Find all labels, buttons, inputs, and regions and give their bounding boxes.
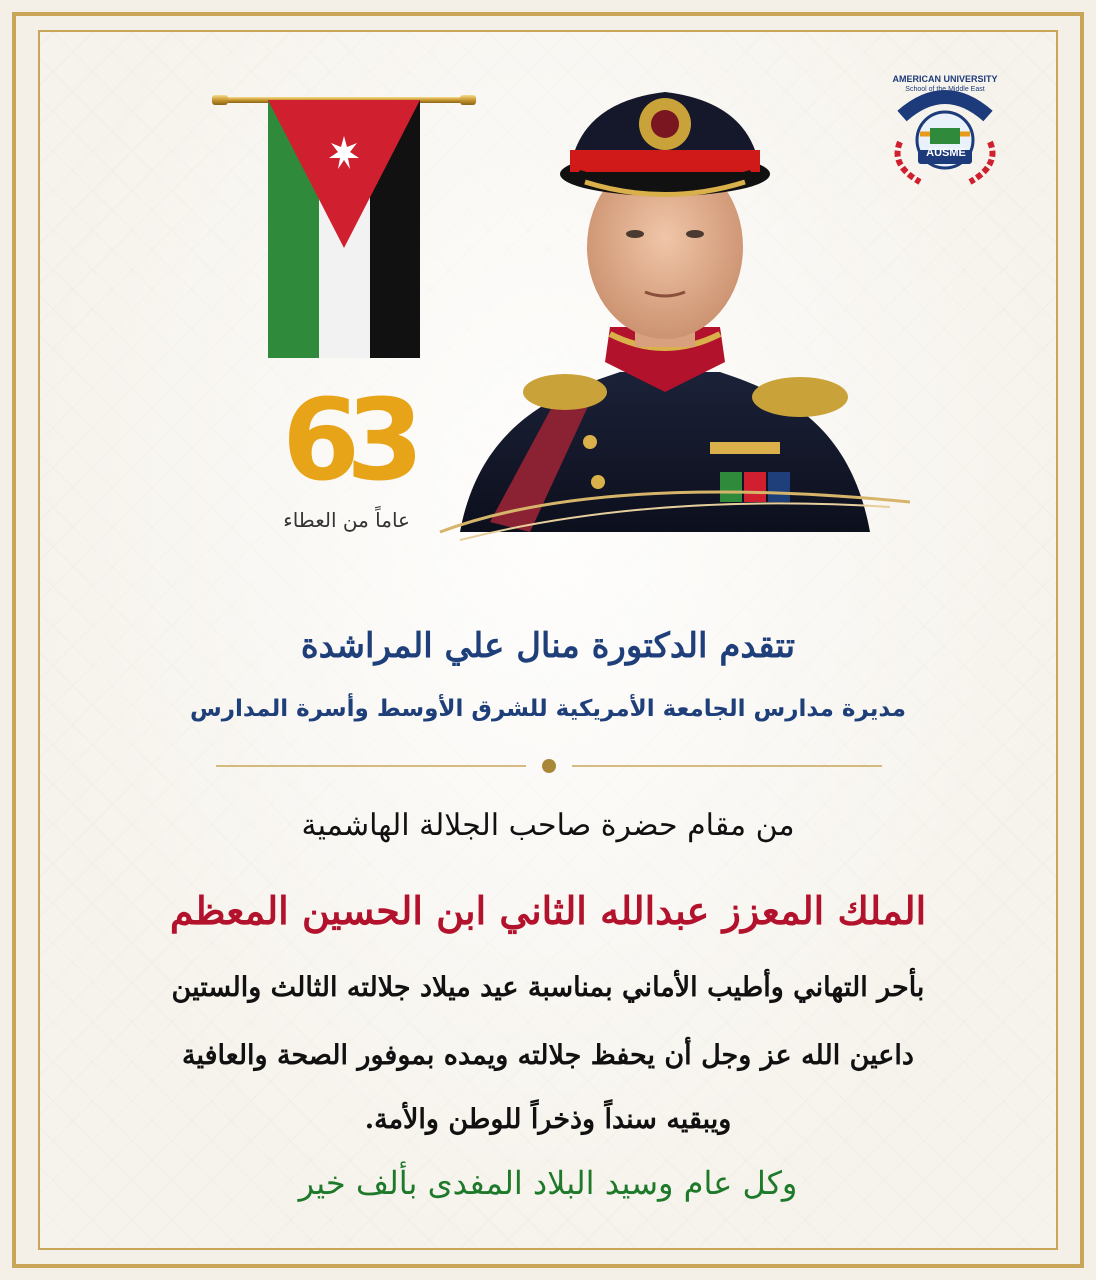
logo-sub-text: School of the Middle East — [905, 86, 985, 93]
jordan-flag-icon — [268, 100, 420, 358]
body-line-1: بأحر التهاني وأطيب الأماني بمناسبة عيد ميلاد جلالته الثالث والستين — [171, 972, 925, 1003]
anniversary-caption: عاماً من العطاء — [283, 508, 410, 532]
body-line-3: ويبقيه سنداً وذخراً للوطن والأمة. — [364, 1104, 732, 1135]
king-name: الملك المعزز عبدالله الثاني ابن الحسين المعظم — [169, 888, 927, 933]
anniversary-number: 63 — [282, 376, 410, 506]
from-line: من مقام حضرة صاحب الجلالة الهاشمية — [301, 808, 795, 843]
closing-line: وكل عام وسيد البلاد المفدى بألف خير — [298, 1164, 798, 1202]
subline: مديرة مدارس الجامعة الأمريكية للشرق الأوسط وأسرة المدارس — [190, 696, 906, 722]
logo-badge-text: AUSME — [926, 147, 966, 159]
headline: تتقدم الدكتورة منال علي المراشدة — [300, 626, 796, 666]
body-line-2: داعين الله عز وجل أن يحفظ جلالته ويمده بموفور الصحة والعافية — [182, 1040, 914, 1071]
portrait-photo-icon — [420, 62, 910, 552]
divider — [216, 758, 882, 774]
logo-arc-text: AMERICAN UNIVERSITY — [892, 74, 998, 84]
